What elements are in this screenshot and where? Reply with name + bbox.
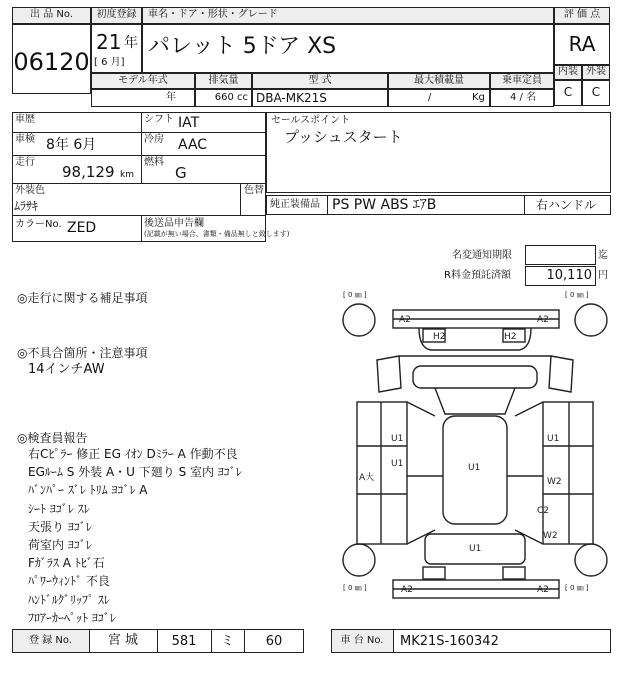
equipment: PS PW ABS ｴｱB	[332, 197, 437, 213]
exterior-grade: C	[591, 85, 601, 99]
max-load-unit: Kg	[472, 92, 485, 103]
reg-year: 21	[96, 30, 122, 54]
chassis-label: 車 台 No.	[340, 635, 384, 646]
fuel-label: 燃料	[144, 157, 164, 168]
type-label: 型 式	[308, 75, 332, 86]
inspection-label: 車検	[15, 134, 35, 145]
reg-area: 宮 城	[107, 633, 139, 648]
lot-no: 06120	[13, 48, 90, 76]
damage-mark: U1	[391, 459, 404, 469]
docs-note: (記載が無い場合、書類・備品無しと致します)	[144, 230, 290, 238]
rating-score: RA	[568, 32, 596, 56]
fee: 10,110	[546, 268, 592, 283]
damage-mark: A2	[399, 315, 411, 325]
repaint-label: 色替	[244, 185, 264, 196]
capacity-label: 乗車定員	[502, 75, 542, 86]
rating-label: 評 価 点	[563, 9, 601, 20]
inspector-line: ﾊﾞﾝﾊﾟｰ ｽﾞﾚ ﾄﾘﾑ ﾖｺﾞﾚ A	[28, 483, 148, 497]
color-no: ZED	[67, 220, 97, 236]
displacement-label: 排気量	[208, 75, 239, 86]
first-reg-label: 初度登録	[96, 9, 137, 20]
sales-point-label: セールスポイント	[271, 115, 351, 126]
damage-mark: H2	[504, 332, 517, 342]
reg-year-unit: 年	[124, 35, 138, 51]
inspector-line: ﾌﾛｱｰｶｰﾍﾟｯﾄ ﾖｺﾞﾚ	[28, 611, 116, 625]
tire-depth-tl: [ 0 ㎜ ]	[343, 291, 367, 299]
inspector-line: ｼｰﾄ ﾖｺﾞﾚ ｽﾚ	[28, 502, 90, 516]
tire-rear-right	[575, 544, 607, 576]
inspection-value: 8年 6月	[46, 137, 97, 153]
damage-mark: W2	[543, 531, 558, 541]
car-name-label: 車名・ドア・形状・グレード	[148, 9, 278, 20]
shift-value: IAT	[178, 115, 200, 131]
exterior-color-label: 外装色	[15, 185, 45, 196]
fee-unit: 円	[598, 270, 608, 281]
reg-label: 登 録 No.	[29, 635, 72, 646]
shift-label: シフト	[144, 114, 174, 125]
model-year-label: モデル年式	[118, 75, 168, 86]
tire-depth-bl: [ 0 ㎜ ]	[343, 584, 367, 592]
mileage-value: 98,129	[62, 163, 115, 181]
defect-line: 14インチAW	[28, 362, 105, 377]
tire-depth-tr: [ 0 ㎜ ]	[565, 291, 589, 299]
driving-label: ◎走行に関する補足事項	[17, 291, 148, 305]
sales-point: プッシュスタート	[284, 128, 403, 146]
reg-month: [ 6 月]	[94, 57, 125, 68]
damage-mark: U1	[469, 544, 482, 554]
front-fender-left	[377, 356, 401, 392]
steering: 右ハンドル	[536, 198, 597, 212]
capacity: 4 / 名	[510, 92, 537, 103]
interior-grade: C	[563, 85, 573, 99]
right-side-body	[543, 402, 593, 544]
hood	[413, 366, 537, 388]
inspector-line: ﾊﾟﾜｰｳｨﾝﾄﾞ 不良	[28, 574, 110, 588]
model-type: DBA-MK21S	[256, 91, 327, 105]
damage-mark: A2	[537, 315, 549, 325]
deadline-cell	[525, 245, 596, 265]
inspector-line: 右Cﾋﾟﾗｰ 修正 EG ｲｵﾝ Dﾐﾗｰ A 作動不良	[28, 447, 238, 461]
inspector-label: ◎検査員報告	[17, 431, 88, 445]
damage-mark: A大	[359, 473, 375, 483]
damage-mark: W2	[547, 477, 562, 487]
interior-label: 内装	[558, 66, 578, 77]
car-name: パレット 5ドア XS	[148, 34, 337, 59]
rear-lamp-left	[423, 567, 445, 579]
mileage-unit: km	[120, 170, 134, 180]
deadline-label: 名変通知期限	[452, 250, 512, 261]
damage-mark: C2	[537, 506, 550, 516]
reg-class: 581	[171, 634, 197, 649]
tire-front-right	[575, 304, 607, 336]
displacement: 660 cc	[214, 92, 248, 103]
damage-mark: A2	[537, 585, 549, 595]
damage-mark: H2	[433, 332, 446, 342]
tire-front-left	[343, 304, 375, 336]
ac-label: 冷房	[144, 134, 164, 145]
color-no-label: カラーNo.	[15, 219, 62, 230]
inspector-line: Fｶﾞﾗｽ A ﾄﾋﾞ石	[28, 556, 105, 570]
docs-label: 後送品申告欄	[144, 218, 204, 229]
inspector-line: ﾊﾝﾄﾞﾙｸﾞﾘｯﾌﾟ ｽﾚ	[28, 593, 110, 607]
tire-depth-br: [ 0 ㎜ ]	[565, 584, 589, 592]
damage-mark: U1	[391, 434, 404, 444]
inspector-line: EGﾙｰﾑ S 外装 A・U 下廻り S 室内 ﾖｺﾞﾚ	[28, 465, 242, 479]
model-year-unit: 年	[166, 92, 176, 103]
damage-mark: A2	[401, 585, 413, 595]
exterior-color: ﾑﾗｻｷ	[14, 199, 39, 213]
lot-no-label: 出 品 No.	[30, 9, 73, 20]
max-load-label: 最大積載量	[414, 75, 464, 86]
inspector-line: 天張り ﾖｺﾞﾚ	[28, 520, 92, 534]
damage-mark: U1	[547, 434, 560, 444]
defects-label: ◎不具合箇所・注意事項	[17, 346, 148, 360]
damage-mark: U1	[468, 463, 481, 473]
deadline-unit: 迄	[598, 250, 608, 261]
front-fender-right	[549, 356, 573, 392]
fuel-value: G	[175, 164, 187, 182]
vehicle-damage-diagram	[339, 288, 611, 626]
history-label: 車歴	[15, 114, 35, 125]
ac-value: AAC	[178, 137, 208, 153]
max-load: /	[428, 92, 432, 103]
equipment-label: 純正装備品	[270, 199, 320, 210]
rear-lamp-right	[503, 567, 525, 579]
chassis-number: MK21S-160342	[400, 634, 499, 649]
reg-kana: ミ	[220, 634, 234, 649]
model-year-cell	[91, 89, 195, 107]
tire-rear-left	[343, 544, 375, 576]
exterior-label: 外装	[586, 66, 606, 77]
fee-label: R料金預託済額	[444, 270, 511, 281]
inspector-line: 荷室内 ﾖｺﾞﾚ	[28, 538, 92, 552]
reg-number: 60	[265, 634, 283, 649]
mileage-label: 走行	[15, 157, 35, 168]
